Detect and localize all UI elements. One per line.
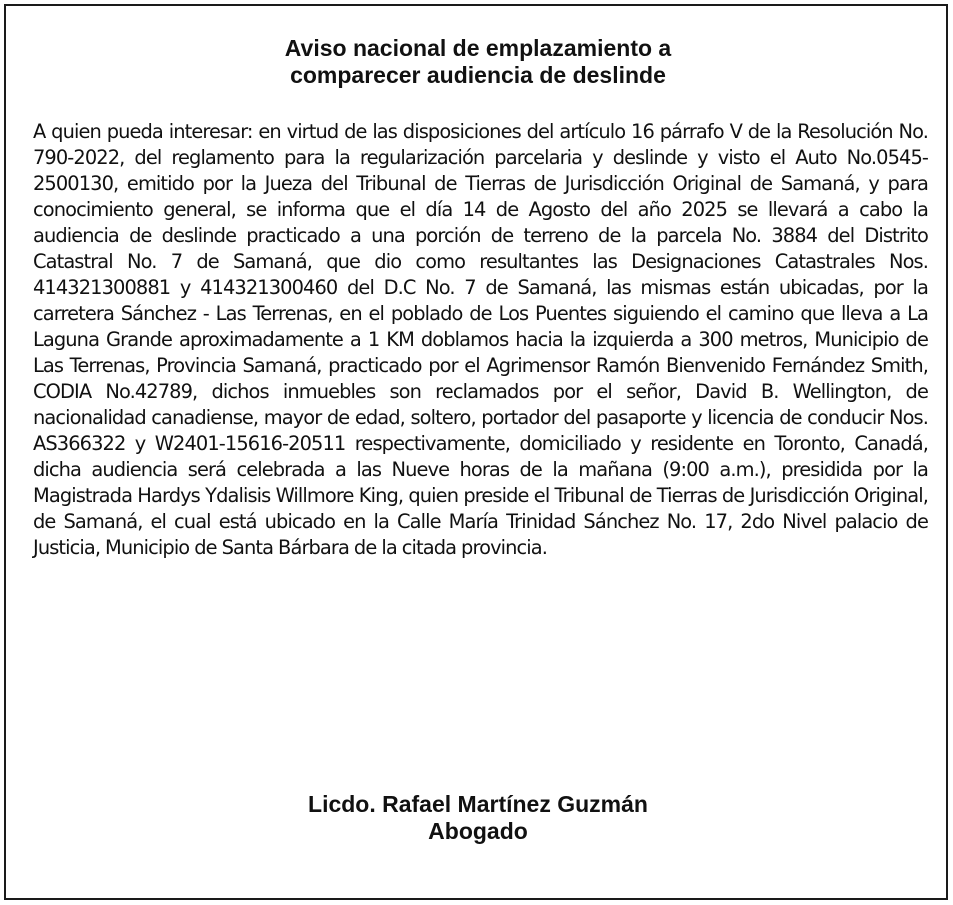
notice-title: [6, 35, 950, 89]
signer-title: Abogado: [428, 818, 528, 844]
notice-frame: [4, 4, 948, 900]
notice-title-line-2: comparecer audiencia de deslinde: [290, 62, 666, 88]
signer-name: Licdo. Rafael Martínez Guzmán: [308, 791, 648, 817]
notice-body: A quien pueda interesar: en virtud de las disposiciones del artículo 16 párrafo V de la Resolución No. 790-2022, del reglamento para la regularización parcelaria y deslinde y visto el Auto No.0545-2500130, emitido por la Jueza del Tribunal de Tierras de Jurisdicción Original de Samaná, y para conocimiento general, se informa que el día 14 de Agosto del año 2025 se llevará a cabo la audiencia de deslinde practicado a una porción de terreno de la parcela No. 3884 del Distrito Catastral No. 7 de Samaná, que dio como resultantes las Designaciones Catastrales Nos. 414321300881 y 414321300460 del D.C No. 7 de Samaná, las mismas están ubicadas, por la carretera Sánchez - Las Terrenas, en el poblado de Los Puentes siguiendo el camino que lleva a La Laguna Grande aproximadamente a 1 KM doblamos hacia la izquierda a 300 metros, Municipio de Las Terrenas, Provincia Samaná, practicado por el Agrimensor Ramón Bienvenido Fernández Smith, CODIA No.42789, dichos inmuebles son reclamados por el señor, David B. Wellington, de nacionalidad canadiense, mayor de edad, soltero, portador del pasaporte y licencia de conducir Nos. AS366322 y W2401-15616-20511 respectivamente, domiciliado y residente en Toronto, Canadá, dicha audiencia será celebrada a las Nueve horas de la mañana (9:00 a.m.), presidida por la Magistrada Hardys Ydalisis Willmore King, quien preside el Tribunal de Tierras de Jurisdicción Original, de Samaná, el cual está ubicado en la Calle María Trinidad Sánchez No. 17, 2do Nivel palacio de Justicia, Municipio de Santa Bárbara de la citada provincia.: [33, 120, 928, 559]
signature-block: [6, 791, 950, 845]
notice-title-line-1: Aviso nacional de emplazamiento a: [284, 35, 672, 61]
